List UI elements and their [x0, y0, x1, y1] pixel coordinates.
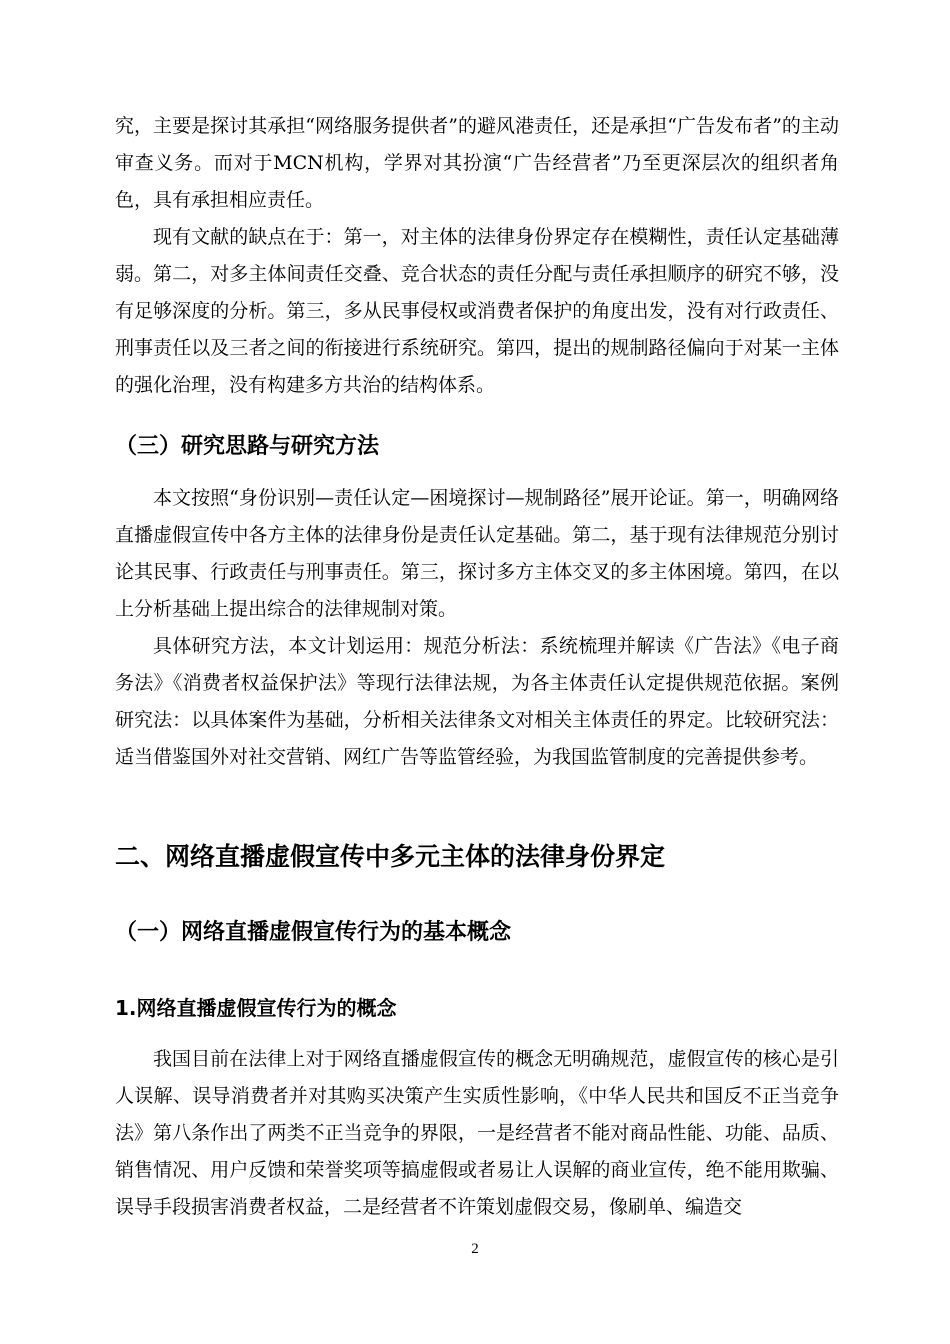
section-heading: （三）研究思路与研究方法 — [115, 434, 380, 459]
subsection-heading-concept — [115, 994, 839, 1022]
page-number: 2 — [471, 1241, 479, 1257]
subsection-heading: 1.网络直播虚假宣传行为的概念 — [115, 996, 397, 1020]
chapter-heading: 二、网络直播虚假宣传中多元主体的法律身份界定 — [115, 842, 666, 871]
chapter-heading-2 — [115, 840, 839, 874]
paragraph-text: 究，主要是探讨其承担“网络服务提供者”的避风港责任，还是承担“广告发布者”的主动审查义务。而对于MCN机构，学界对其扮演“广告经营者”乃至更深层次的组织者角色，具有承担相应责任。 — [115, 115, 839, 211]
paragraph-text: 我国目前在法律上对于网络直播虚假宣传的概念无明确规范，虚假宣传的核心是引人误解、误导消费者并对其购买决策产生实质性影响，《中华人民共和国反不正当竞争法》第八条作出了两类不正当竞争的界限，一是经营者不能对商品性能、功能、品质、销售情况、用户反馈和荣誉奖项等搞虚假或者易让人误解的商业宣传，绝不能用欺骗、误导手段损害消费者权益，二是经营者不许策划虚假交易，像刷单、编造交 — [115, 1048, 839, 1218]
paragraph-text: 现有文献的缺点在于：第一，对主体的法律身份界定存在模糊性，责任认定基础薄弱。第二，对多主体间责任交叠、竞合状态的责任分配与责任承担顺序的研究不够，没有足够深度的分析。第三，多从民事侵权或消费者保护的角度出发，没有对行政责任、刑事责任以及三者之间的衔接进行系统研究。第四，提出的规制路径偏向于对某一主体的强化治理，没有构建多方共治的结构体系。 — [115, 226, 839, 396]
paragraph-text: 本文按照“身份识别—责任认定—困境探讨—规制路径”展开论证。第一，明确网络直播虚假宣传中各方主体的法律身份是责任认定基础。第二，基于现有法律规范分别讨论其民事、行政责任与刑事责任。第三，探讨多方主体交叉的多主体困境。第四，在以上分析基础上提出综合的法律规制对策。 — [115, 487, 839, 620]
paragraph-literature-shortcomings — [115, 219, 839, 404]
paragraph-concept-definition — [115, 1041, 839, 1226]
paragraph-research-approach — [115, 480, 839, 628]
paragraph-literature-review-end — [115, 108, 839, 219]
section-heading: （一）网络直播虚假宣传行为的基本概念 — [115, 920, 512, 945]
section-heading-basic-concept — [115, 918, 839, 948]
section-heading-research-approach — [115, 432, 839, 462]
paragraph-text: 具体研究方法，本文计划运用：规范分析法：系统梳理并解读《广告法》《电子商务法》《消费者权益保护法》等现行法律法规，为各主体责任认定提供规范依据。案例研究法：以具体案件为基础，分析相关法律条文对相关主体责任的界定。比较研究法：适当借鉴国外对社交营销、网红广告等监管经验，为我国监管制度的完善提供参考。 — [115, 635, 839, 768]
paragraph-research-methods — [115, 628, 839, 776]
